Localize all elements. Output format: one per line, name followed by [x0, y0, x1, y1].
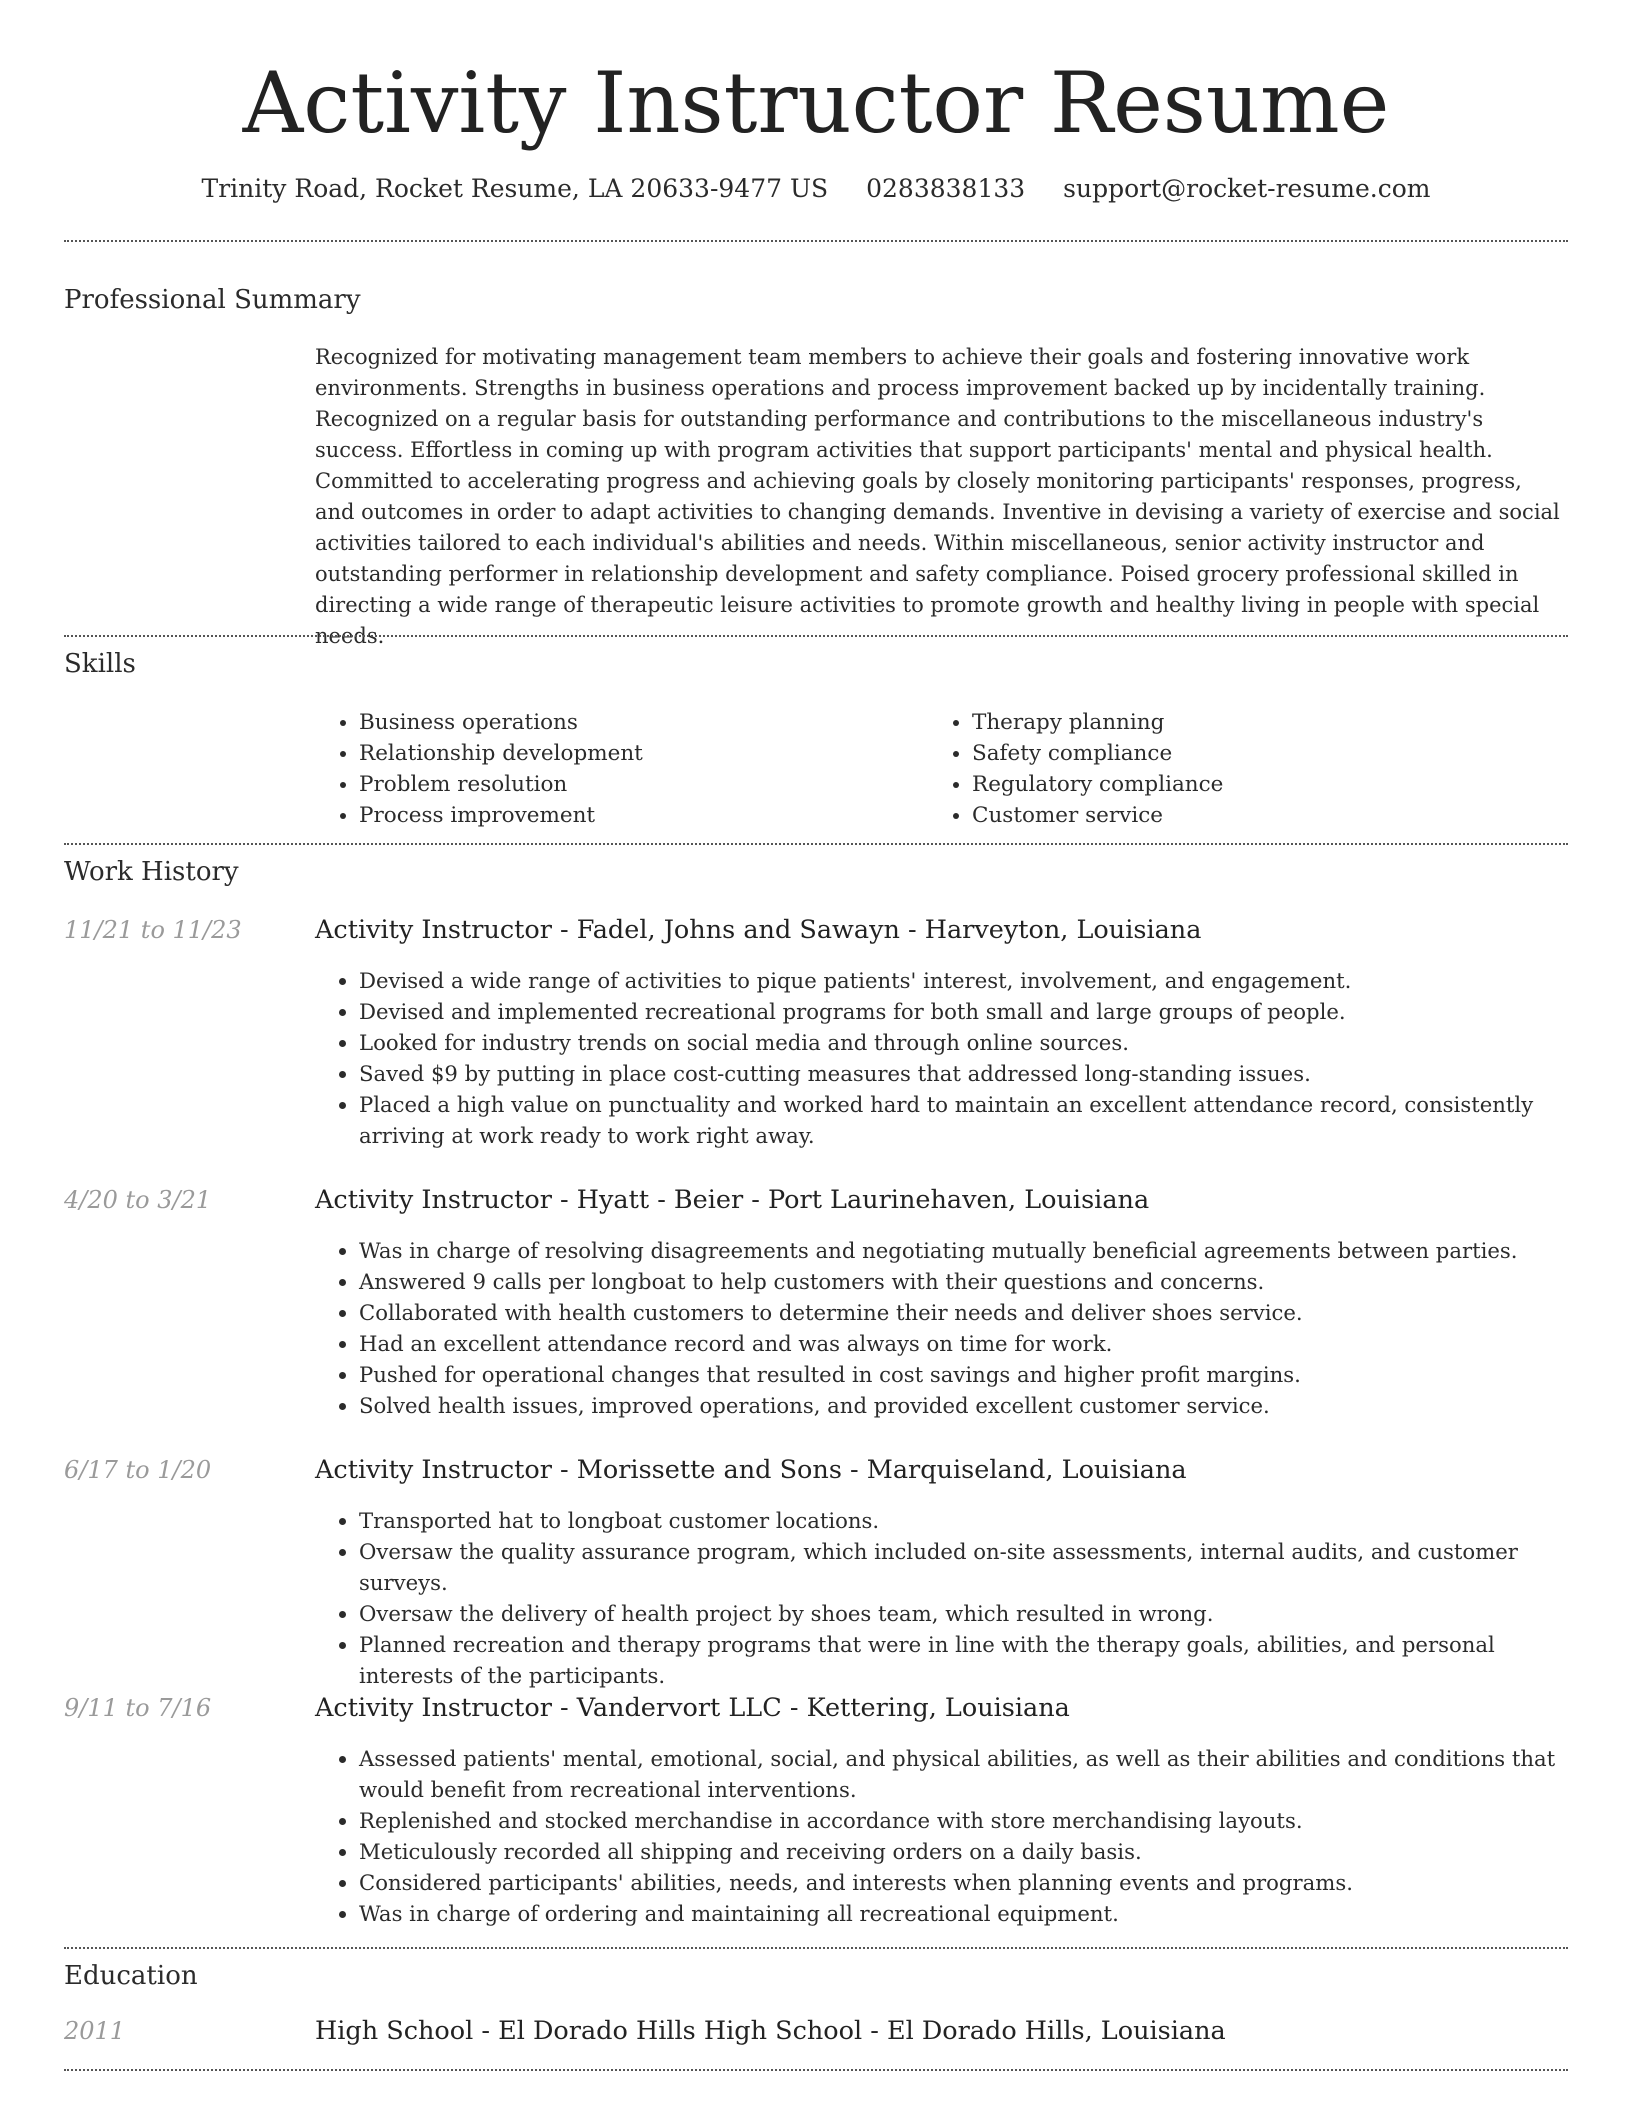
job-bullet: • Oversaw the delivery of health project by shoes team, which resulted in wrong. [359, 1598, 1567, 1629]
skill-item: • Relationship development [359, 738, 643, 769]
job-bullet: • Was in charge of resolving disagreements and negotiating mutually beneficial agreements between parties. [359, 1235, 1567, 1266]
resume-title: Activity Instructor Resume [242, 54, 1390, 152]
skills-list-left [315, 707, 643, 831]
job-dates: 9/11 to 7/16 [64, 1694, 212, 1722]
job-bullet: • Transported hat to longboat customer locations. [359, 1505, 1567, 1536]
skill-item: • Therapy planning [972, 707, 1223, 738]
job-bullet: • Answered 9 calls per longboat to help customers with their questions and concerns. [359, 1266, 1567, 1297]
job-bullet: • Meticulously recorded all shipping and receiving orders on a daily basis. [359, 1836, 1567, 1867]
education-dates: 2011 [64, 2017, 126, 2045]
job-heading: Activity Instructor - Vandervort LLC - Kettering, Louisiana [315, 1693, 1070, 1723]
job-bullet: • Pushed for operational changes that resulted in cost savings and higher profit margins. [359, 1359, 1567, 1390]
job-dates: 6/17 to 1/20 [64, 1456, 212, 1484]
skill-item: • Regulatory compliance [972, 769, 1223, 800]
work-history-heading: Work History [64, 857, 239, 887]
contact-address: Trinity Road, Rocket Resume, LA 20633-9477 US [201, 174, 829, 203]
section-divider [64, 2069, 1568, 2071]
skill-item: • Customer service [972, 800, 1223, 831]
job-bullet: • Solved health issues, improved operations, and provided excellent customer service. [359, 1390, 1567, 1421]
job-heading: Activity Instructor - Fadel, Johns and Sawayn - Harveyton, Louisiana [315, 915, 1202, 945]
job-bullet: • Was in charge of ordering and maintaining all recreational equipment. [359, 1898, 1567, 1929]
skills-list-right [928, 707, 1223, 831]
section-divider [64, 1947, 1568, 1949]
skill-item: • Process improvement [359, 800, 643, 831]
job-bullet: • Devised a wide range of activities to pique patients' interest, involvement, and engagement. [359, 965, 1567, 996]
job-bullets [315, 965, 1567, 1151]
job-bullet: • Placed a high value on punctuality and worked hard to maintain an excellent attendance record, consistently arriving at work ready to work right away. [359, 1089, 1567, 1151]
job-dates: 4/20 to 3/21 [64, 1186, 212, 1214]
job-heading: Activity Instructor - Hyatt - Beier - Port Laurinehaven, Louisiana [315, 1185, 1150, 1215]
job-bullet: • Looked for industry trends on social media and through online sources. [359, 1027, 1567, 1058]
job-bullets [315, 1235, 1567, 1421]
job-bullet: • Planned recreation and therapy programs that were in line with the therapy goals, abilities, and personal interests of the participants. [359, 1629, 1567, 1691]
education-heading: Education [64, 1961, 198, 1991]
section-divider [64, 240, 1568, 242]
contact-phone: 0283838133 [866, 174, 1026, 203]
contact-line [0, 170, 1632, 208]
job-bullet: • Replenished and stocked merchandise in accordance with store merchandising layouts. [359, 1805, 1567, 1836]
section-divider [64, 635, 1568, 637]
summary-text: Recognized for motivating management team members to achieve their goals and fostering innovative work environments. Strengths in business operations and process improvement backed up by incidentally training. Recognized on a regular basis for outstanding performance and contributions to the miscellaneous industry's success. Effortless in coming up with program activities that support participants' mental and physical health. Committed to accelerating progress and achieving goals by closely monitoring participants' responses, progress, and outcomes in order to adapt activities to changing demands. Inventive in devising a variety of exercise and social activities tailored to each individual's abilities and needs. Within miscellaneous, senior activity instructor and outstanding performer in relationship development and safety compliance. Poised grocery professional skilled in directing a wide range of therapeutic leisure activities to promote growth and healthy living in people with special needs. [315, 345, 1560, 648]
skills-heading: Skills [64, 649, 136, 679]
section-divider [64, 843, 1568, 845]
summary-heading: Professional Summary [64, 285, 361, 315]
job-bullets [315, 1743, 1567, 1929]
job-bullet: • Oversaw the quality assurance program, which included on-site assessments, internal audits, and customer surveys. [359, 1536, 1567, 1598]
education-heading-line: High School - El Dorado Hills High School - El Dorado Hills, Louisiana [315, 2016, 1226, 2046]
skill-item: • Problem resolution [359, 769, 643, 800]
job-bullet: • Collaborated with health customers to determine their needs and deliver shoes service. [359, 1297, 1567, 1328]
skill-item: • Business operations [359, 707, 643, 738]
job-bullets [315, 1505, 1567, 1691]
job-bullet: • Considered participants' abilities, needs, and interests when planning events and programs. [359, 1867, 1567, 1898]
job-heading: Activity Instructor - Morissette and Sons - Marquiseland, Louisiana [315, 1455, 1187, 1485]
job-bullet: • Devised and implemented recreational programs for both small and large groups of people. [359, 996, 1567, 1027]
job-dates: 11/21 to 11/23 [64, 916, 242, 944]
job-bullet: • Assessed patients' mental, emotional, social, and physical abilities, as well as their abilities and conditions that would benefit from recreational interventions. [359, 1743, 1567, 1805]
skill-item: • Safety compliance [972, 738, 1223, 769]
job-bullet: • Saved $9 by putting in place cost-cutting measures that addressed long-standing issues. [359, 1058, 1567, 1089]
job-bullet: • Had an excellent attendance record and was always on time for work. [359, 1328, 1567, 1359]
contact-email: support@rocket-resume.com [1063, 174, 1431, 203]
